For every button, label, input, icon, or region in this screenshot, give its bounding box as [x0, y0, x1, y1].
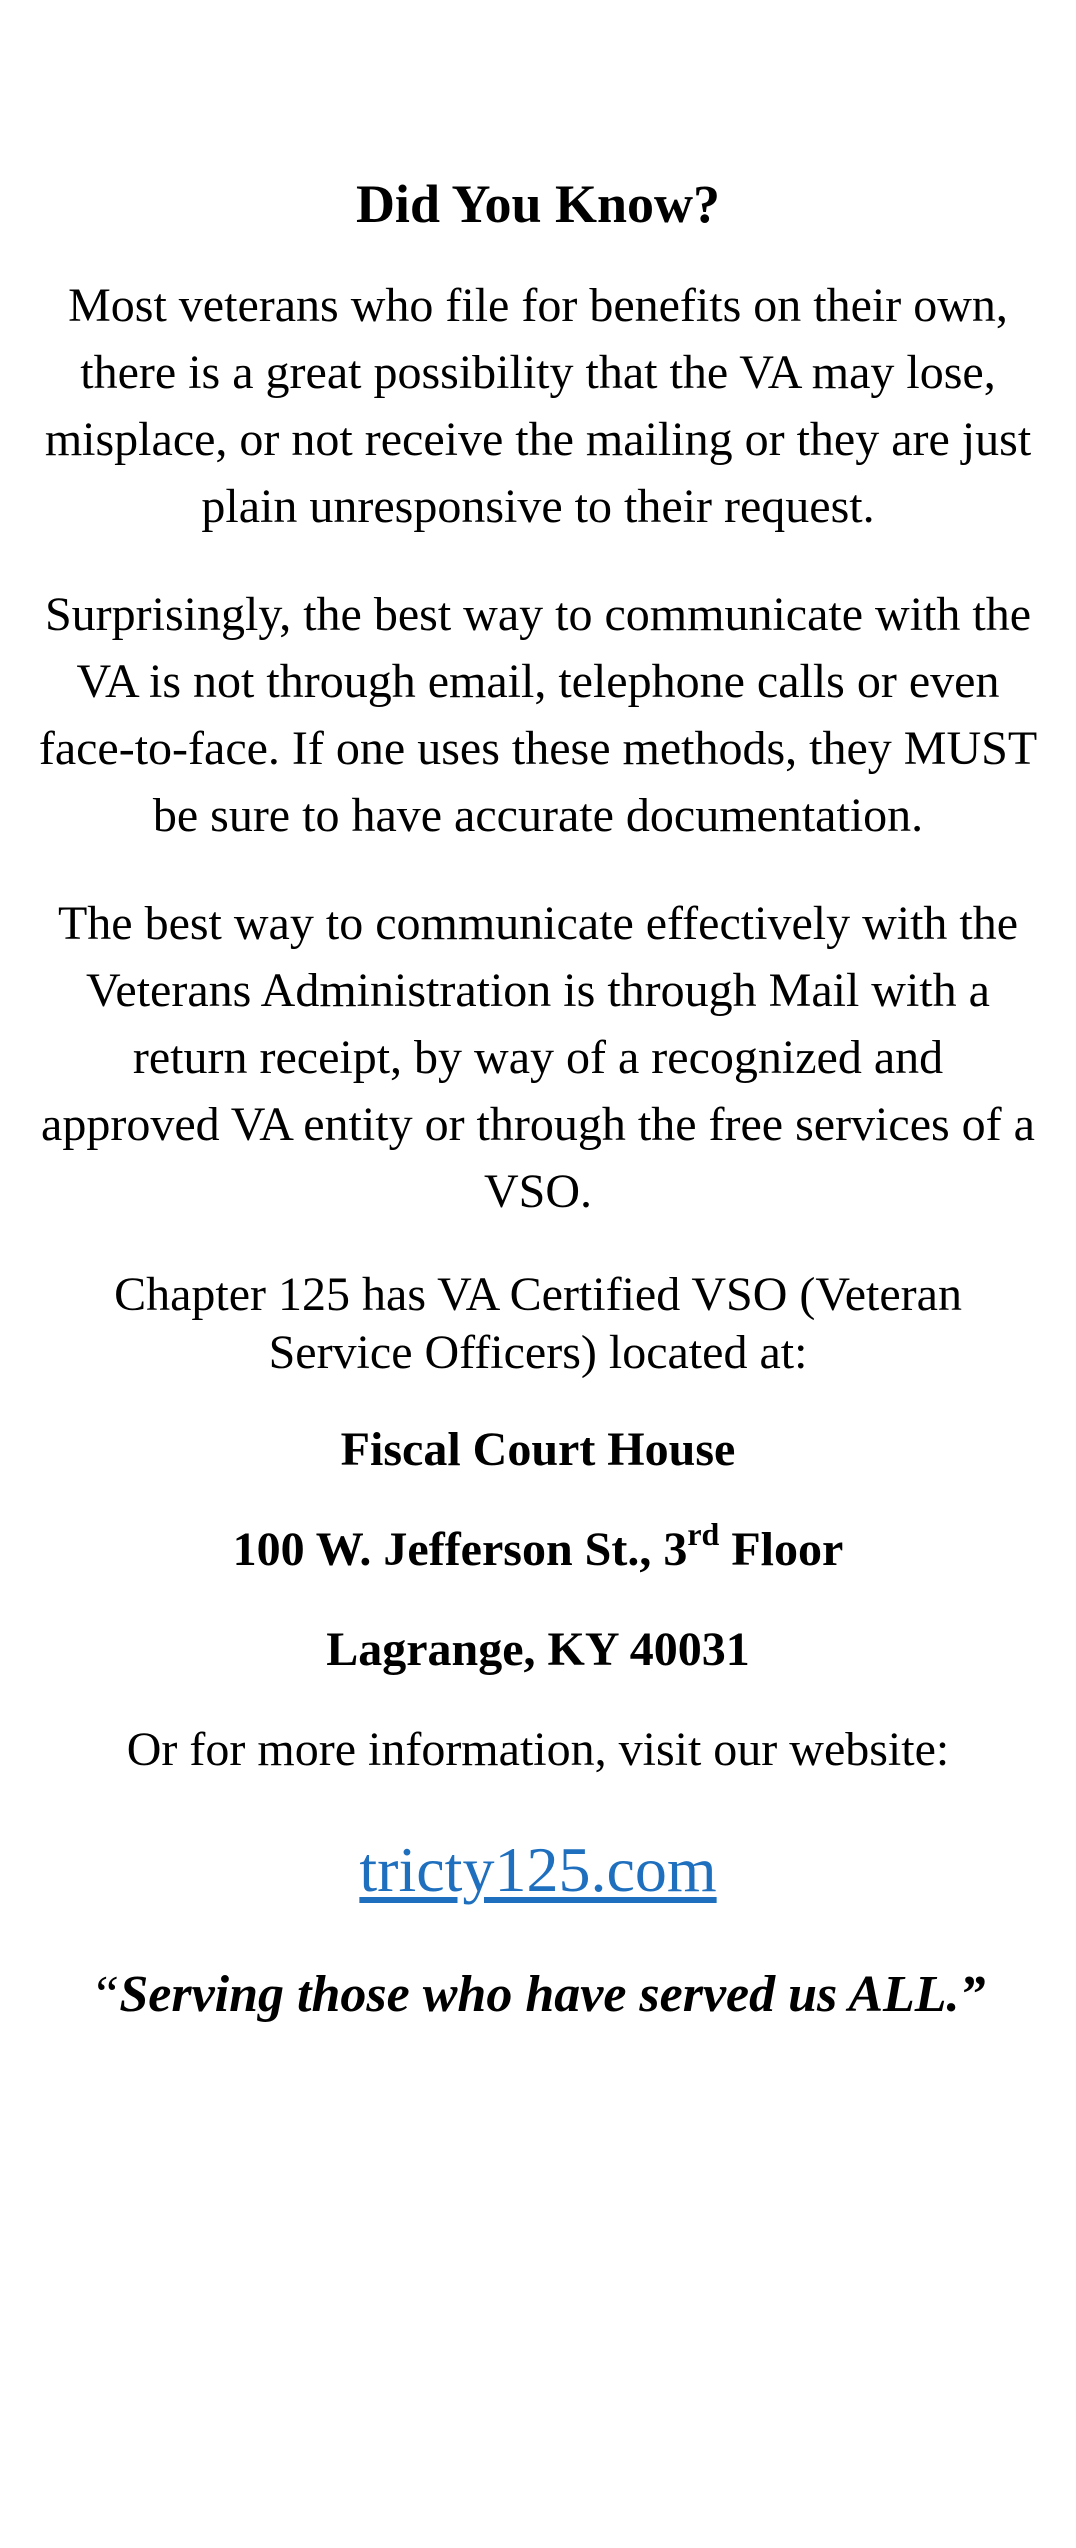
address-floor-word: Floor	[719, 1523, 844, 1576]
website-link[interactable]: tricty125.com	[359, 1834, 717, 1905]
website-prompt: Or for more information, visit our website:	[126, 1723, 950, 1776]
website-line	[0, 1832, 1076, 1908]
page-title: Did You Know?	[355, 174, 721, 234]
address-street-number: 100 W. Jefferson St., 3	[232, 1523, 688, 1576]
address-building: Fiscal Court House	[340, 1423, 736, 1476]
motto-open-quote: “	[90, 1966, 120, 2023]
address-floor-ordinal: rd	[687, 1516, 720, 1552]
address-street	[0, 1516, 1076, 1580]
paragraph-communication-methods: Surprisingly, the best way to communicate with the VA is not through email, telephone calls or even face-to-face. If one uses these methods, they MUST be sure to have accurate documentation.	[38, 588, 1038, 842]
motto	[0, 1960, 1076, 2030]
address-city: Lagrange, KY 40031	[326, 1623, 750, 1676]
motto-text: Serving those who have served us ALL.”	[119, 1966, 986, 2023]
paragraph-filing-on-own: Most veterans who file for benefits on their own, there is a great possibility that the VA may lose, misplace, or not receive the mailing or they are just plain unresponsive to their request.	[44, 279, 1032, 533]
paragraph-best-way: The best way to communicate effectively with the Veterans Administration is through Mail with a return receipt, by way of a recognized and approved VA entity or through the free services of a VSO.	[41, 897, 1035, 1218]
paragraph-chapter-vso: Chapter 125 has VA Certified VSO (Veteran Service Officers) located at:	[114, 1268, 962, 1379]
